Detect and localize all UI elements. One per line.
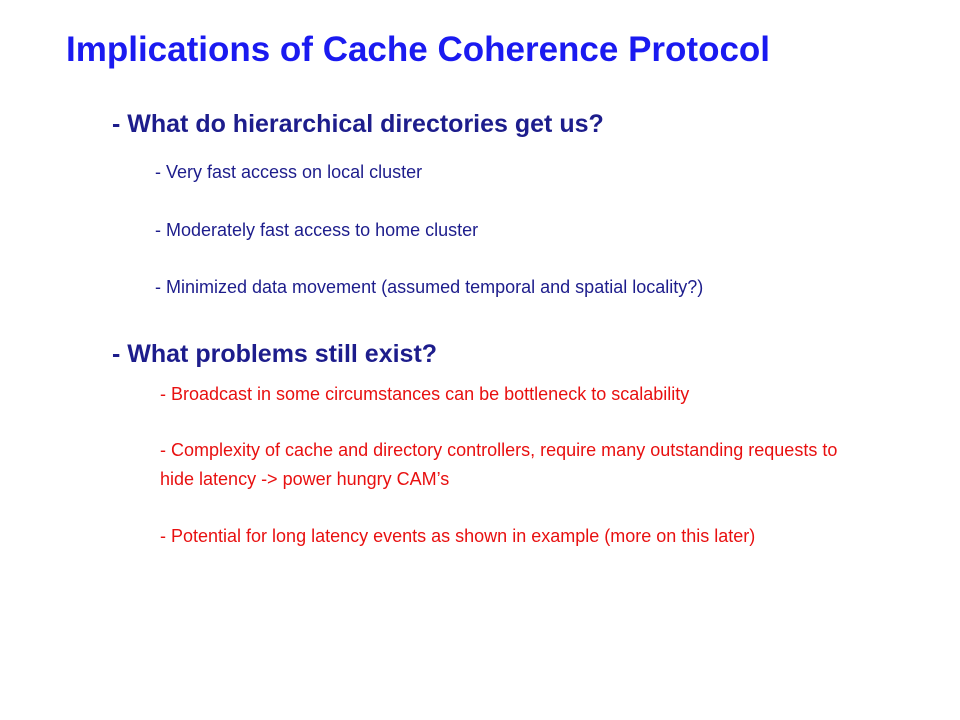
section-heading-problems: - What problems still exist? xyxy=(112,340,438,368)
slide-title: Implications of Cache Coherence Protocol xyxy=(66,30,771,69)
benefit-item: - Minimized data movement (assumed temporal and spatial locality?) xyxy=(155,277,704,297)
problem-item: - Potential for long latency events as shown in example (more on this later) xyxy=(160,526,756,546)
problem-item: - Complexity of cache and directory controllers, require many outstanding requests to hide latency -> power hungry CAM’s xyxy=(160,440,838,489)
problem-item: - Broadcast in some circumstances can be bottleneck to scalability xyxy=(160,384,690,404)
benefit-item: - Moderately fast access to home cluster xyxy=(155,220,479,240)
section-heading-benefits: - What do hierarchical directories get us? xyxy=(112,110,604,138)
benefit-item: - Very fast access on local cluster xyxy=(155,162,423,182)
